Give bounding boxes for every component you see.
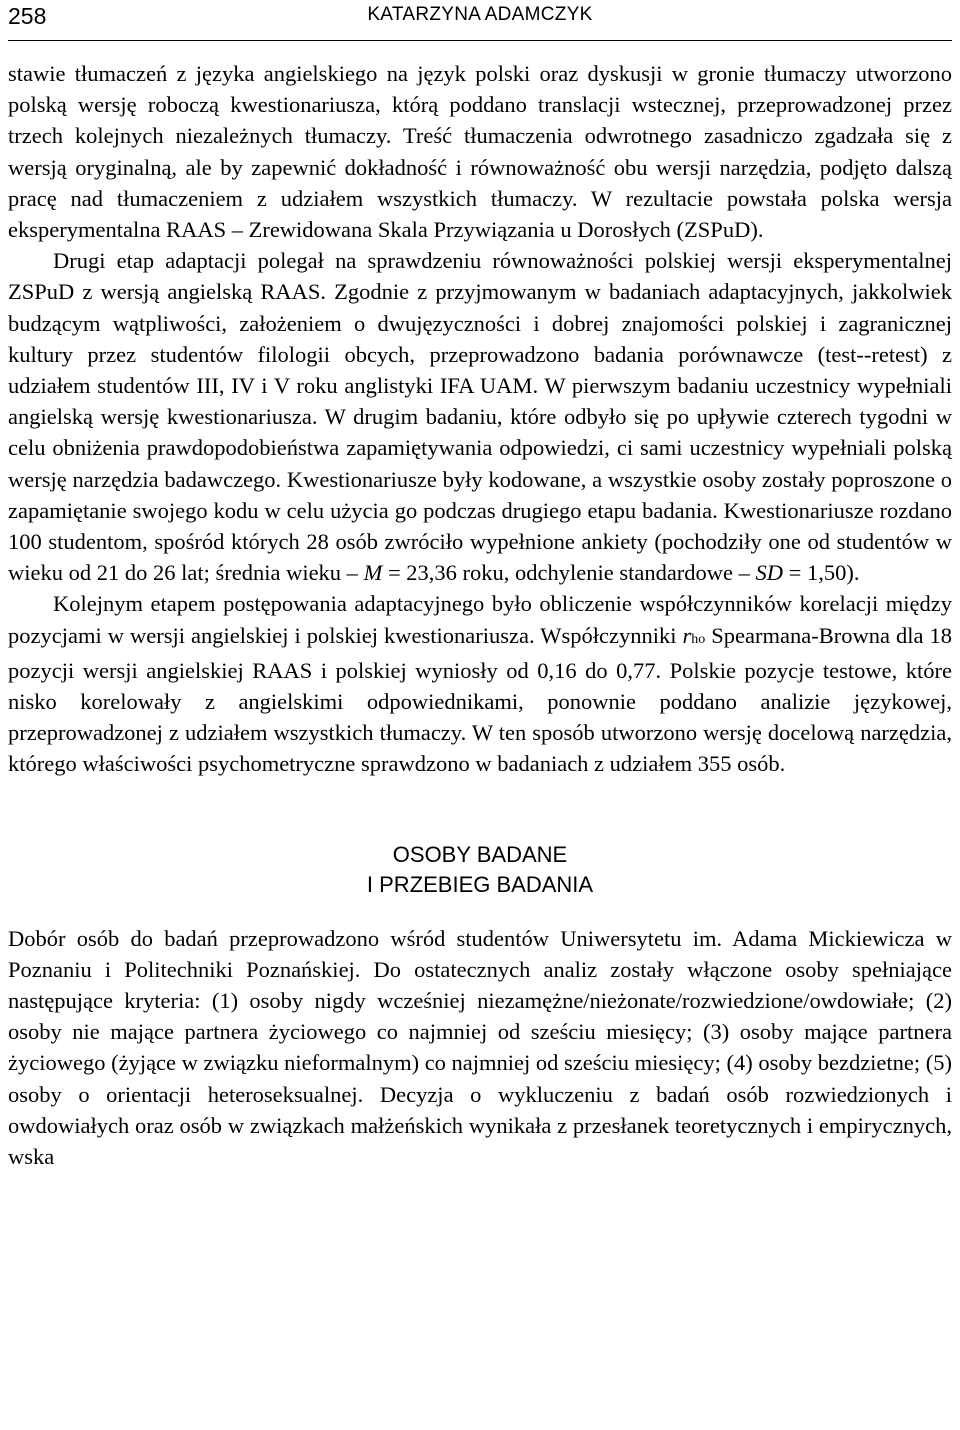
running-header: [8, 0, 952, 41]
paragraph-translation: stawie tłumaczeń z języka angielskiego na język polski oraz dyskusji w gronie tłumaczy utworzono polską wersję roboczą kwestionariusza, którą poddano translacji wstecznej, przeprowadzonej przez trzech kolejnych niezależnych tłumaczy. Treść tłumaczenia odwrotnego zasadniczo zgadzała się z wersją oryginalną, ale by zapewnić dokładność i równoważność obu wersji narzędzia, podjęto dalszą pracę nad tłumaczeniem z udziałem wszystkich tłumaczy. W rezultacie powstała polska wersja eksperymentalna RAAS – Zrewidowana Skala Przywiązania u Dorosłych (ZSPuD).: [8, 61, 952, 243]
paragraph-adaptation-text: Drugi etap adaptacji polegał na sprawdzeniu równoważności polskiej wersji eksperymentalnej ZSPuD z wersją angielską RAAS. Zgodnie z przyjmowanym w badaniach adaptacyjnych, jakkolwiek budzącym wątpliwości, założeniem o dwujęzyczności i dobrej znajomości polskiej i zagranicznej kultury przez studentów filologii obcych, przeprowadzono badania porównawcze (test-‑retest) z udziałem studentów III, IV i V roku anglistyki IFA UAM. W pierwszym badaniu uczestnicy wypełniali angielską wersję kwestionariusza. W drugim badaniu, które odbyło się po upływie czterech tygodni w celu obniżenia prawdopodobieństwa zapamiętywania odpowiedzi, ci sami uczestnicy wypełniali polską wersję narzędzia badawczego. Kwestionariusze były kodowane, a wszystkie osoby zostały poproszone o zapamiętanie swojego kodu w celu użycia go podczas drugiego etapu badania. Kwestionariusze rozdano 100 studentom, spośród których 28 osób zwróciło wypełnione ankiety (pochodziły one od studentów w wieku od 21 do 26 lat; średnia wieku –: [8, 248, 952, 586]
paragraph-correlation-start: Kolejnym etapem postępowania adaptacyjnego było obliczenie współczynników korelacji między pozycjami w wersji angielskiej i polskiej kwestionariusza. Współczynniki: [8, 591, 952, 648]
sd-symbol: SD: [755, 560, 784, 586]
mean-symbol: M: [363, 560, 383, 586]
sd-value-text: = 1,50).: [783, 560, 860, 586]
rho-symbol: r: [682, 622, 692, 648]
paragraph-adaptation-stage: [8, 245, 952, 588]
body-text: [8, 58, 952, 1172]
rho-subscript: ho: [691, 631, 706, 647]
section-heading: [8, 840, 952, 900]
paragraph-correlation: [8, 588, 952, 779]
paragraph-correlation-rest: Spearmana-Browna dla 18 pozycji wersji angielskiej RAAS i polskiej wyniosły od 0,16 do 0,77. Polskie pozycje testowe, które nisko korelowały z angielskimi odpowiednikami, ponownie poddano analizie językowej, przeprowadzonej z udziałem wszystkich tłumaczy. W ten sposób utworzono wersję docelową narzędzia, którego właściwości psychometryczne sprawdzono w badaniach z udziałem 355 osób.: [8, 622, 953, 777]
section-heading-line-2: I PRZEBIEG BADANIA: [366, 871, 594, 897]
mean-value-text: = 23,36 roku, odchylenie standardowe –: [382, 560, 750, 586]
paragraph-participants: Dobór osób do badań przeprowadzono wśród studentów Uniwersytetu im. Adama Mickiewicza w Poznaniu i Politechniki Poznańskiej. Do ostatecznych analiz zostały włączone osoby spełniające następujące kryteria: (1) osoby nigdy wcześniej niezamężne/nieżonate/rozwiedzione/owdowiałe; (2) osoby nie mające partnera życiowego co najmniej od sześciu miesięcy; (3) osoby mające partnera życiowego (żyjące w związku nieformalnym) co najmniej od sześciu miesięcy; (4) osoby bezdzietne; (5) osoby o orientacji heteroseksualnej. Decyzja o wykluczeniu z badań osób rozwiedzionych i owdowiałych oraz osób w związkach małżeńskich wynikała z przesłanek teoretycznych i empirycznych, wska: [8, 925, 953, 1170]
page-number: 258: [8, 3, 47, 29]
section-heading-line-1: OSOBY BADANE: [392, 841, 568, 867]
running-title: KATARZYNA ADAMCZYK: [367, 4, 593, 25]
